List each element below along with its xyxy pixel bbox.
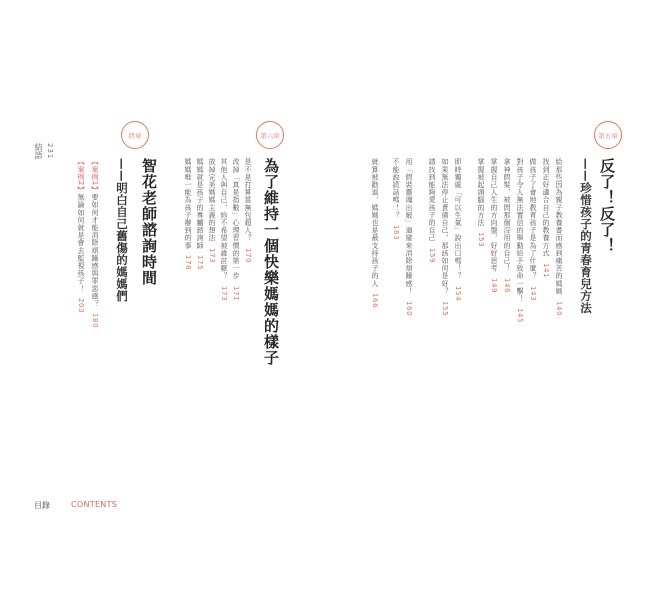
page-number: 159 bbox=[428, 247, 436, 263]
chapter5-entry-12: 不能說謊話嗎！？163 bbox=[392, 158, 400, 240]
page-number: 175 bbox=[196, 255, 204, 271]
chapter5-subtitle: ——珍惜孩子的青春育兒方法 bbox=[579, 158, 593, 314]
page-number: 160 bbox=[405, 300, 413, 316]
ending-entry-2: 【案例2】無論如何就是會去監視孩子！203 bbox=[77, 158, 85, 314]
page-number: 166 bbox=[371, 293, 379, 309]
page-number: 154 bbox=[454, 285, 462, 301]
page-number: 173 bbox=[208, 247, 216, 263]
chapter5-entry-7: 掌握被起頭腦的方法153 bbox=[477, 158, 485, 248]
footer-contents-label: CONTENTS bbox=[71, 500, 118, 509]
page-number: 153 bbox=[477, 232, 485, 248]
chapter5-entry-3: 做孩子了會地教育孩子是為了什麼？143 bbox=[529, 158, 537, 301]
page-number: 203 bbox=[77, 298, 85, 314]
chapter5-entry-8: 即時獨處「可以生氣」說出口嗎！？154 bbox=[454, 158, 462, 301]
chapter6-title: 為了維持一個快樂媽媽的樣子 bbox=[262, 158, 280, 366]
chapter5-entry-4: 對孩子令人無法置信的舉動給予致命一擊！145 bbox=[516, 158, 524, 324]
chapter6-entry-4: 放掉完美媽媽主義的想法173 bbox=[208, 158, 216, 263]
page-number: 146 bbox=[503, 278, 511, 294]
page-number: 176 bbox=[184, 255, 192, 271]
side-label: 結語 bbox=[34, 143, 43, 159]
chapter5-entry-1: 給那些因為親子教養書而感到痛苦的媽媽140 bbox=[555, 158, 563, 316]
chapter5-entry-13: 就算被勸退，媽媽也是最支持孩子的人166 bbox=[371, 158, 379, 309]
chapter6-entry-5: 媽媽就是孩子的專屬諮詢師175 bbox=[196, 158, 204, 271]
ending-badge: 終章 bbox=[121, 121, 149, 149]
page-number: 149 bbox=[490, 278, 498, 294]
chapter6-badge: 第六章 bbox=[256, 121, 284, 149]
page-number: 170 bbox=[244, 247, 252, 263]
page-number: 163 bbox=[392, 224, 400, 240]
chapter6-entry-1: 是不是打算當無包超人？170 bbox=[244, 158, 252, 263]
ending-subtitle: ——明白自己舊傷的媽媽們 bbox=[115, 158, 129, 302]
side-page-number: 231 bbox=[46, 143, 54, 160]
ending-entry-1: 【案例1】要如何才能消除煩躁感與罪惡感？180 bbox=[91, 158, 99, 329]
ending-title: 智花老師諮詢時間 bbox=[140, 158, 158, 286]
chapter5-entry-9: 如果無法停止責備自己，那該如何是好？155 bbox=[441, 158, 449, 316]
chapter5-entry-11: 用「假裝靈魂出竅」迴避來消除煩躁感！160 bbox=[405, 158, 413, 316]
page-number: 171 bbox=[232, 285, 240, 301]
chapter5-entry-10: 請找到能夠愛孩子的自己159 bbox=[428, 158, 436, 263]
page-number: 180 bbox=[91, 313, 99, 329]
page-number: 140 bbox=[555, 300, 563, 316]
chapter6-entry-3: 其他人與自己，妳不希望被誰討厭？173 bbox=[220, 158, 228, 301]
chapter5-title: 反了！反了！ bbox=[598, 158, 616, 254]
footer-toc-label: 目錄 bbox=[34, 501, 50, 510]
chapter5-badge: 第五章 bbox=[594, 121, 622, 149]
chapter5-entry-2: 找到正好適合自己的教養方式141 bbox=[542, 158, 550, 278]
chapter6-entry-2: 改掉「真是指數」心理習慣的第一步171 bbox=[232, 158, 240, 301]
page-number: 173 bbox=[220, 285, 228, 301]
page-number: 145 bbox=[516, 308, 524, 324]
page-number: 141 bbox=[542, 262, 550, 278]
page-number: 143 bbox=[529, 285, 537, 301]
chapter6-entry-6: 媽媽唯一能為孩子辦到的事176 bbox=[184, 158, 192, 271]
chapter5-entry-5: 拿神假髮，被問那個沒用的自己！146 bbox=[503, 158, 511, 294]
page-number: 155 bbox=[441, 300, 449, 316]
chapter5-entry-6: 掌握自己人生的方向盤，好好思考149 bbox=[490, 158, 498, 294]
